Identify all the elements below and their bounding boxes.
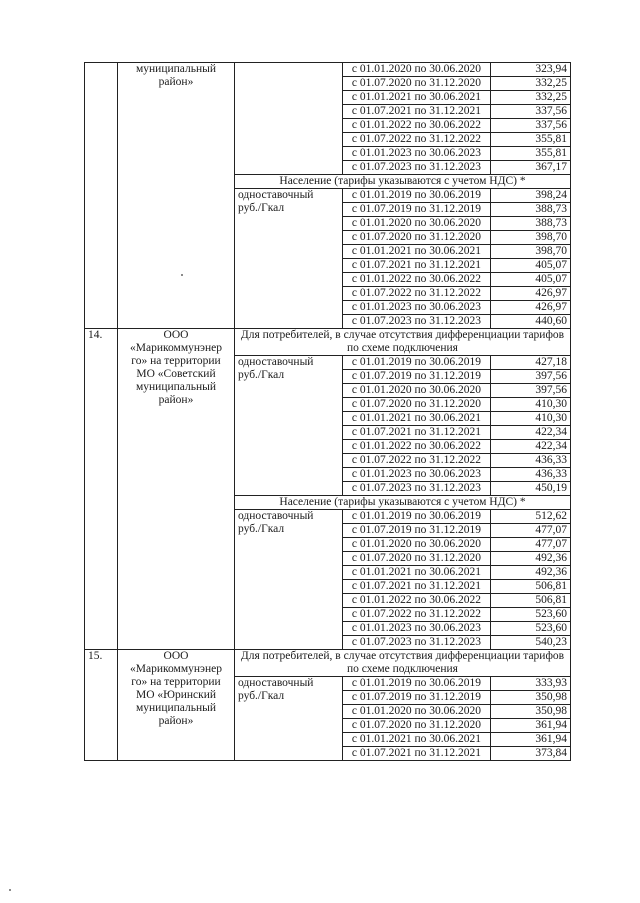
rate-cell: 398,70 <box>491 231 571 245</box>
rate-cell: 398,70 <box>491 245 571 259</box>
period-cell: с 01.01.2023 по 30.06.2023 <box>343 468 491 482</box>
rate-cell: 506,81 <box>491 580 571 594</box>
rate-cell: 427,18 <box>491 356 571 370</box>
rate-cell: 405,07 <box>491 259 571 273</box>
period-cell: с 01.01.2022 по 30.06.2022 <box>343 594 491 608</box>
rate-cell: 397,56 <box>491 370 571 384</box>
document-page <box>84 62 570 761</box>
period-cell: с 01.07.2019 по 31.12.2019 <box>343 691 491 705</box>
rate-cell: 398,24 <box>491 189 571 203</box>
rate-cell: 350,98 <box>491 691 571 705</box>
tariff-table <box>84 62 571 761</box>
rate-cell: 323,94 <box>491 63 571 77</box>
period-cell: с 01.07.2019 по 31.12.2019 <box>343 370 491 384</box>
rate-cell: 512,62 <box>491 510 571 524</box>
organization-cell: ООО «Марикоммунэнер го» на территории МО «Советский муниципальный район» <box>118 329 235 650</box>
rate-cell: 523,60 <box>491 608 571 622</box>
row-number: 14. <box>85 329 118 650</box>
period-cell: с 01.07.2020 по 31.12.2020 <box>343 719 491 733</box>
rate-cell: 333,93 <box>491 677 571 691</box>
tariff-unit: одноставочный руб./Гкал <box>235 510 343 650</box>
rate-cell: 361,94 <box>491 733 571 747</box>
rate-cell: 506,81 <box>491 594 571 608</box>
period-cell: с 01.01.2021 по 30.06.2021 <box>343 245 491 259</box>
rate-cell: 436,33 <box>491 454 571 468</box>
period-cell: с 01.01.2020 по 30.06.2020 <box>343 705 491 719</box>
scan-speck <box>181 274 183 276</box>
rate-cell: 355,81 <box>491 147 571 161</box>
table-row <box>85 63 571 77</box>
period-cell: с 01.07.2020 по 31.12.2020 <box>343 231 491 245</box>
period-cell: с 01.07.2021 по 31.12.2021 <box>343 426 491 440</box>
organization-cell: ООО «Марикоммунэнер го» на территории МО «Юринский муниципальный район» <box>118 650 235 761</box>
period-cell: с 01.07.2021 по 31.12.2021 <box>343 259 491 273</box>
rate-cell: 388,73 <box>491 203 571 217</box>
period-cell: с 01.07.2022 по 31.12.2022 <box>343 287 491 301</box>
rate-cell: 540,23 <box>491 636 571 650</box>
section-header: Для потребителей, в случае отсутствия дифференциации тарифов по схеме подключения <box>235 650 571 677</box>
period-cell: с 01.07.2022 по 31.12.2022 <box>343 454 491 468</box>
rate-cell: 440,60 <box>491 315 571 329</box>
rate-cell: 492,36 <box>491 566 571 580</box>
rate-cell: 337,56 <box>491 119 571 133</box>
period-cell: с 01.01.2019 по 30.06.2019 <box>343 189 491 203</box>
tariff-unit <box>235 63 343 175</box>
tariff-table-body <box>85 63 571 761</box>
period-cell: с 01.07.2021 по 31.12.2021 <box>343 580 491 594</box>
period-cell: с 01.07.2023 по 31.12.2023 <box>343 315 491 329</box>
rate-cell: 523,60 <box>491 622 571 636</box>
period-cell: с 01.07.2022 по 31.12.2022 <box>343 608 491 622</box>
rate-cell: 422,34 <box>491 426 571 440</box>
rate-cell: 332,25 <box>491 91 571 105</box>
period-cell: с 01.01.2021 по 30.06.2021 <box>343 733 491 747</box>
rate-cell: 397,56 <box>491 384 571 398</box>
period-cell: с 01.07.2022 по 31.12.2022 <box>343 133 491 147</box>
period-cell: с 01.07.2020 по 31.12.2020 <box>343 398 491 412</box>
period-cell: с 01.01.2023 по 30.06.2023 <box>343 301 491 315</box>
row-number <box>85 63 118 329</box>
rate-cell: 405,07 <box>491 273 571 287</box>
period-cell: с 01.01.2019 по 30.06.2019 <box>343 356 491 370</box>
rate-cell: 436,33 <box>491 468 571 482</box>
section-header: Для потребителей, в случае отсутствия дифференциации тарифов по схеме подключения <box>235 329 571 356</box>
row-number: 15. <box>85 650 118 761</box>
section-header: Население (тарифы указываются с учетом НДС) * <box>235 496 571 510</box>
rate-cell: 426,97 <box>491 301 571 315</box>
rate-cell: 426,97 <box>491 287 571 301</box>
period-cell: с 01.01.2020 по 30.06.2020 <box>343 63 491 77</box>
section-header-row <box>85 650 571 677</box>
period-cell: с 01.07.2020 по 31.12.2020 <box>343 552 491 566</box>
rate-cell: 355,81 <box>491 133 571 147</box>
rate-cell: 477,07 <box>491 524 571 538</box>
rate-cell: 350,98 <box>491 705 571 719</box>
period-cell: с 01.01.2021 по 30.06.2021 <box>343 91 491 105</box>
organization-cell: муниципальный район» <box>118 63 235 329</box>
rate-cell: 373,84 <box>491 747 571 761</box>
period-cell: с 01.07.2019 по 31.12.2019 <box>343 524 491 538</box>
rate-cell: 361,94 <box>491 719 571 733</box>
rate-cell: 450,19 <box>491 482 571 496</box>
rate-cell: 337,56 <box>491 105 571 119</box>
period-cell: с 01.07.2023 по 31.12.2023 <box>343 161 491 175</box>
period-cell: с 01.07.2021 по 31.12.2021 <box>343 747 491 761</box>
period-cell: с 01.01.2022 по 30.06.2022 <box>343 119 491 133</box>
rate-cell: 332,25 <box>491 77 571 91</box>
tariff-unit: одноставочный руб./Гкал <box>235 677 343 761</box>
period-cell: с 01.01.2021 по 30.06.2021 <box>343 566 491 580</box>
period-cell: с 01.01.2020 по 30.06.2020 <box>343 538 491 552</box>
period-cell: с 01.01.2023 по 30.06.2023 <box>343 622 491 636</box>
period-cell: с 01.01.2023 по 30.06.2023 <box>343 147 491 161</box>
period-cell: с 01.07.2023 по 31.12.2023 <box>343 636 491 650</box>
rate-cell: 367,17 <box>491 161 571 175</box>
period-cell: с 01.01.2020 по 30.06.2020 <box>343 217 491 231</box>
rate-cell: 410,30 <box>491 412 571 426</box>
period-cell: с 01.01.2021 по 30.06.2021 <box>343 412 491 426</box>
section-header-row <box>85 329 571 356</box>
section-header: Население (тарифы указываются с учетом НДС) * <box>235 175 571 189</box>
period-cell: с 01.07.2019 по 31.12.2019 <box>343 203 491 217</box>
rate-cell: 422,34 <box>491 440 571 454</box>
period-cell: с 01.01.2019 по 30.06.2019 <box>343 510 491 524</box>
rate-cell: 410,30 <box>491 398 571 412</box>
rate-cell: 388,73 <box>491 217 571 231</box>
period-cell: с 01.01.2019 по 30.06.2019 <box>343 677 491 691</box>
period-cell: с 01.07.2023 по 31.12.2023 <box>343 482 491 496</box>
period-cell: с 01.01.2022 по 30.06.2022 <box>343 273 491 287</box>
period-cell: с 01.07.2020 по 31.12.2020 <box>343 77 491 91</box>
rate-cell: 492,36 <box>491 552 571 566</box>
tariff-unit: одноставочный руб./Гкал <box>235 356 343 496</box>
rate-cell: 477,07 <box>491 538 571 552</box>
period-cell: с 01.01.2020 по 30.06.2020 <box>343 384 491 398</box>
period-cell: с 01.07.2021 по 31.12.2021 <box>343 105 491 119</box>
tariff-unit: одноставочный руб./Гкал <box>235 189 343 329</box>
scan-speck <box>9 889 11 891</box>
period-cell: с 01.01.2022 по 30.06.2022 <box>343 440 491 454</box>
